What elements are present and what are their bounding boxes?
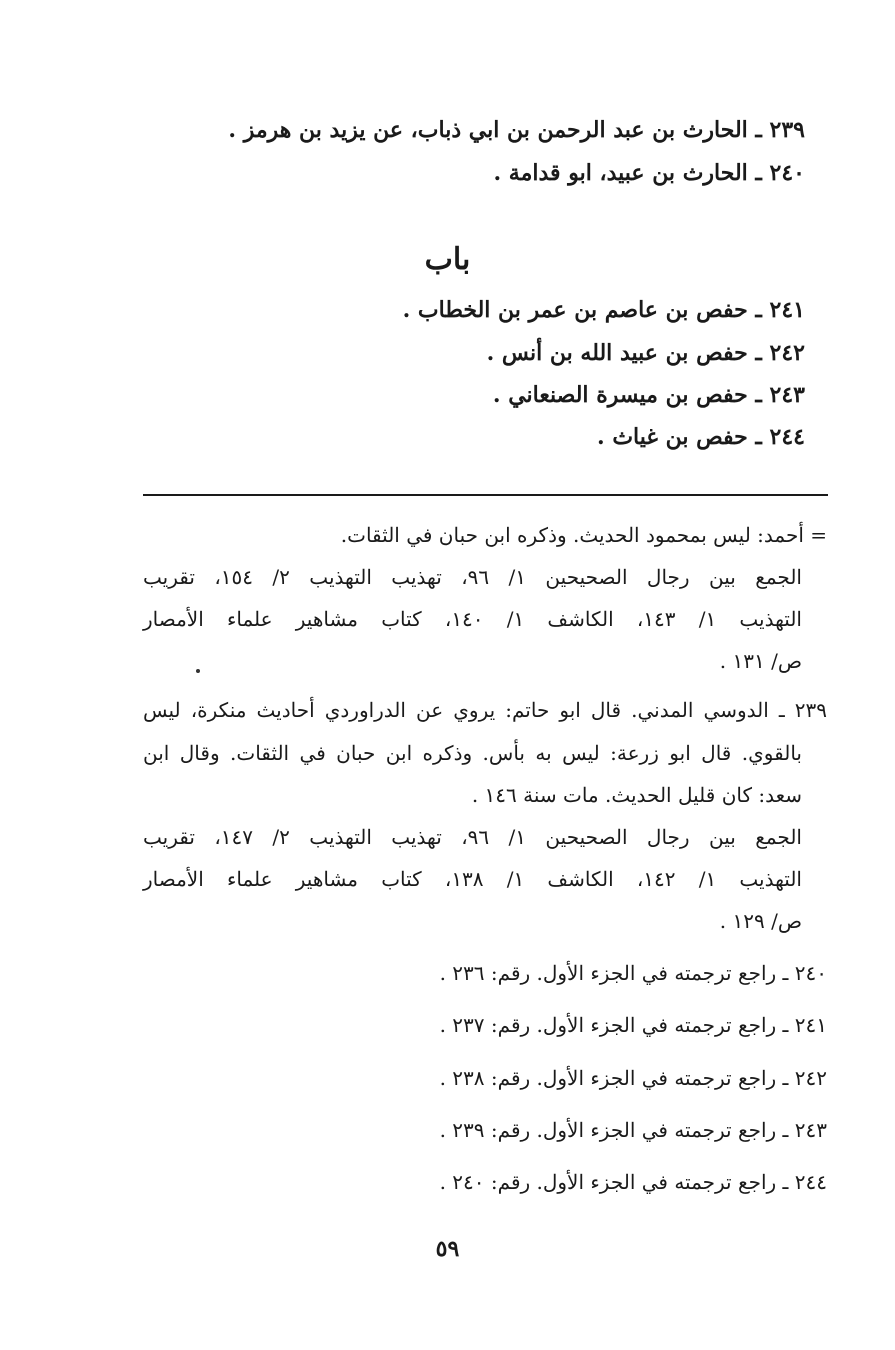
footnote-ref-240: ٢٤٠ ـ راجع ترجمته في الجزء الأول. رقم: ٢٣٦ .: [439, 961, 827, 985]
footnote-continued-line-4: ص/ ١٣١ .: [719, 649, 802, 673]
scan-speck: [196, 669, 200, 673]
section-heading: باب: [424, 242, 471, 277]
footnote-239-line-3: سعد: كان قليل الحديث. مات سنة ١٤٦ .: [471, 783, 802, 807]
footnote-ref-241: ٢٤١ ـ راجع ترجمته في الجزء الأول. رقم: ٢٣٧ .: [439, 1013, 827, 1037]
footnote-239-line-4: الجمع بين رجال الصحيحين ١/ ٩٦، تهذيب التهذيب ٢/ ١٤٧، تقريب: [143, 825, 802, 849]
entry-242: ٢٤٢ ـ حفص بن عبيد الله بن أنس .: [486, 340, 805, 366]
footnote-239-line-5: التهذيب ١/ ١٤٢، الكاشف ١/ ١٣٨، كتاب مشاهير علماء الأمصار: [143, 867, 802, 891]
entry-243: ٢٤٣ ـ حفص بن ميسرة الصنعاني .: [492, 382, 805, 408]
footnote-ref-244: ٢٤٤ ـ راجع ترجمته في الجزء الأول. رقم: ٢٤٠ .: [439, 1170, 827, 1194]
entry-240: ٢٤٠ ـ الحارث بن عبيد، ابو قدامة .: [493, 160, 805, 186]
footnote-continued-line-2: الجمع بين رجال الصحيحين ١/ ٩٦، تهذيب التهذيب ٢/ ١٥٤، تقريب: [143, 565, 802, 589]
entry-239: ٢٣٩ ـ الحارث بن عبد الرحمن بن ابي ذباب، عن يزيد بن هرمز .: [228, 117, 805, 143]
footnote-divider: [143, 494, 828, 496]
footnote-239-line-1: ٢٣٩ ـ الدوسي المدني. قال ابو حاتم: يروي عن الدراوردي أحاديث منكرة، ليس: [143, 698, 827, 722]
entry-244: ٢٤٤ ـ حفص بن غياث .: [597, 424, 805, 450]
footnote-239-line-6: ص/ ١٢٩ .: [719, 909, 802, 933]
page-number: ٥٩: [435, 1236, 460, 1262]
footnote-ref-242: ٢٤٢ ـ راجع ترجمته في الجزء الأول. رقم: ٢٣٨ .: [439, 1066, 827, 1090]
footnote-ref-243: ٢٤٣ ـ راجع ترجمته في الجزء الأول. رقم: ٢٣٩ .: [439, 1118, 827, 1142]
footnote-continued-line-1: = أحمد: ليس بمحمود الحديث. وذكره ابن حبان في الثقات.: [340, 523, 827, 547]
footnote-239-line-2: بالقوي. قال ابو زرعة: ليس به بأس. وذكره ابن حبان في الثقات. وقال ابن: [143, 741, 802, 765]
entry-241: ٢٤١ ـ حفص بن عاصم بن عمر بن الخطاب .: [402, 297, 805, 323]
footnote-continued-line-3: التهذيب ١/ ١٤٣، الكاشف ١/ ١٤٠، كتاب مشاهير علماء الأمصار: [143, 607, 802, 631]
